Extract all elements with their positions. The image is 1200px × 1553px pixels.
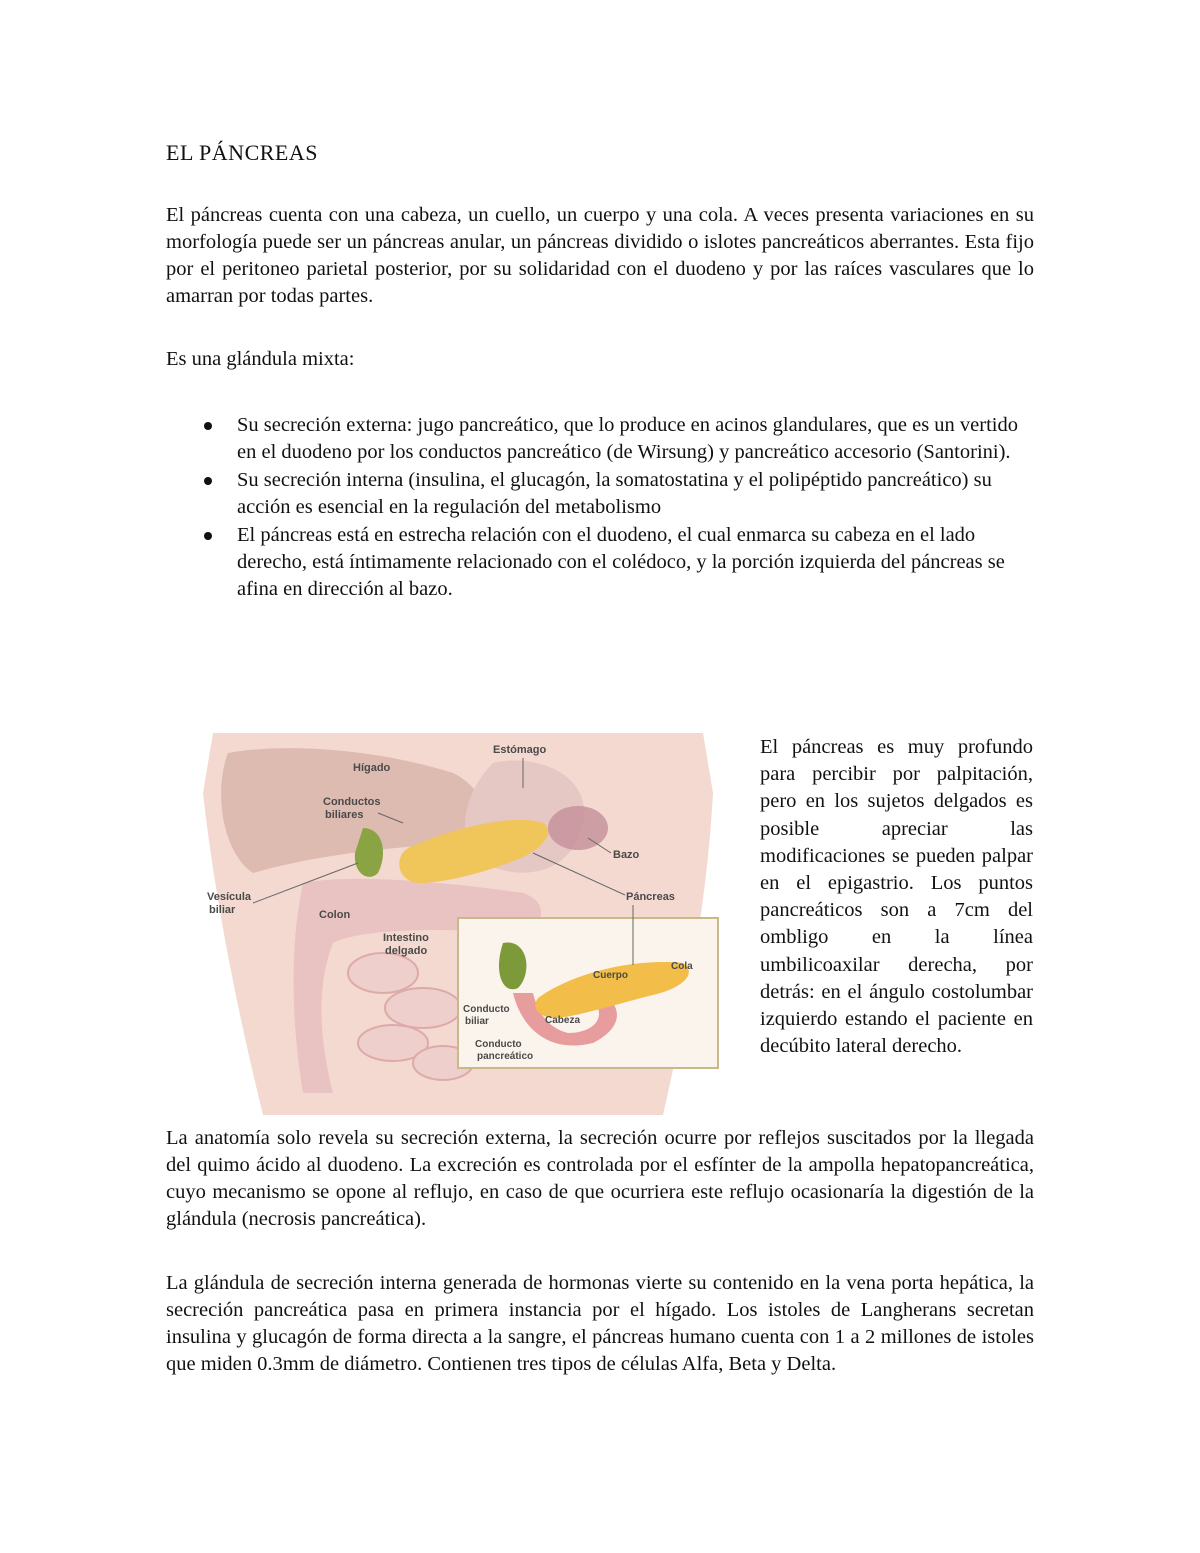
lead-sentence: Es una glándula mixta:: [166, 348, 355, 370]
list-item: [166, 522, 1034, 603]
bullet-icon: [204, 422, 212, 430]
label-conductos-1: Conductos: [323, 796, 381, 808]
secretion-paragraph: La anatomía solo revela su secreción externa, la secreción ocurre por reflejos suscitados por la llegada del quimo ácido al duodeno. La excreción es controlada por el esfínter de la ampolla hepatopancreática, cuyo mecanismo se opone al reflujo, en caso de que ocurriera este reflujo ocasionaría la digestión de la glándula (necrosis pancreática).: [166, 1127, 1034, 1230]
label-cola: Cola: [671, 961, 693, 972]
intro-paragraph: El páncreas cuenta con una cabeza, un cuello, un cuerpo y una cola. A veces presenta variaciones en su morfología puede ser un páncreas anular, un páncreas dividido o islotes pancreáticos aberrantes. Esta fijo por el peritoneo parietal posterior, por su solidaridad con el duodeno y por las raíces vasculares que lo amarran por todas partes.: [166, 204, 1034, 307]
bullet-icon: [204, 477, 212, 485]
bullet-list: [166, 412, 1034, 604]
label-conducto-biliar-1: Conducto: [463, 1004, 510, 1015]
label-vesicula-1: Vesícula: [207, 891, 252, 903]
label-intestino-2: delgado: [385, 945, 428, 957]
label-bazo: Bazo: [613, 849, 640, 861]
label-cabeza: Cabeza: [545, 1015, 581, 1026]
label-higado: Hígado: [353, 762, 391, 774]
document-title: EL PÁNCREAS: [166, 140, 318, 165]
bullet-text: Su secreción externa: jugo pancreático, que lo produce en acinos glandulares, que es un vertido en el duodeno por los conductos pancreático (de Wirsung) y pancreático accesorio (Santorini).: [237, 414, 1018, 463]
label-conducto-pancreatico-2: pancreático: [477, 1051, 534, 1062]
label-intestino-1: Intestino: [383, 932, 429, 944]
label-conductos-2: biliares: [325, 809, 364, 821]
label-conducto-biliar-2: biliar: [465, 1016, 489, 1027]
label-conducto-pancreatico-1: Conducto: [475, 1039, 522, 1050]
label-cuerpo: Cuerpo: [593, 970, 628, 981]
spleen-shape: [548, 806, 608, 850]
pancreas-anatomy-illustration: [193, 733, 725, 1115]
label-pancreas: Páncreas: [626, 891, 675, 903]
bullet-text: El páncreas está en estrecha relación con el duodeno, el cual enmarca su cabeza en el lado derecho, está íntimamente relacionado con el colédoco, y la porción izquierda del páncreas se afina en dirección al bazo.: [237, 524, 1005, 600]
label-colon: Colon: [319, 909, 351, 921]
internal-secretion-paragraph: La glándula de secreción interna generada de hormonas vierte su contenido en la vena porta hepática, la secreción pancreática pasa en primera instancia por el hígado. Los istoles de Langherans secretan insulina y glucagón de forma directa a la sangre, el páncreas humano cuenta con 1 a 2 millones de istoles que miden 0.3mm de diámetro. Contienen tres tipos de células Alfa, Beta y Delta.: [166, 1272, 1034, 1375]
side-paragraph: El páncreas es muy profundo para percibir por palpitación, pero en los sujetos delgados es posible apreciar las modificaciones se pueden palpar en el epigastrio. Los puntos pancreáticos son a 7cm del ombligo en la línea umbilicoaxilar derecha, por detrás: en el ángulo costolumbar izquierdo estando el paciente en decúbito lateral derecho.: [760, 736, 1033, 1058]
label-estomago: Estómago: [493, 744, 547, 756]
list-item: [166, 412, 1034, 466]
bullet-text: Su secreción interna (insulina, el glucagón, la somatostatina y el polipéptido pancreático) su acción es esencial en la regulación del metabolismo: [237, 469, 992, 518]
label-vesicula-2: biliar: [209, 904, 236, 916]
bullet-icon: [204, 532, 212, 540]
list-item: [166, 467, 1034, 521]
